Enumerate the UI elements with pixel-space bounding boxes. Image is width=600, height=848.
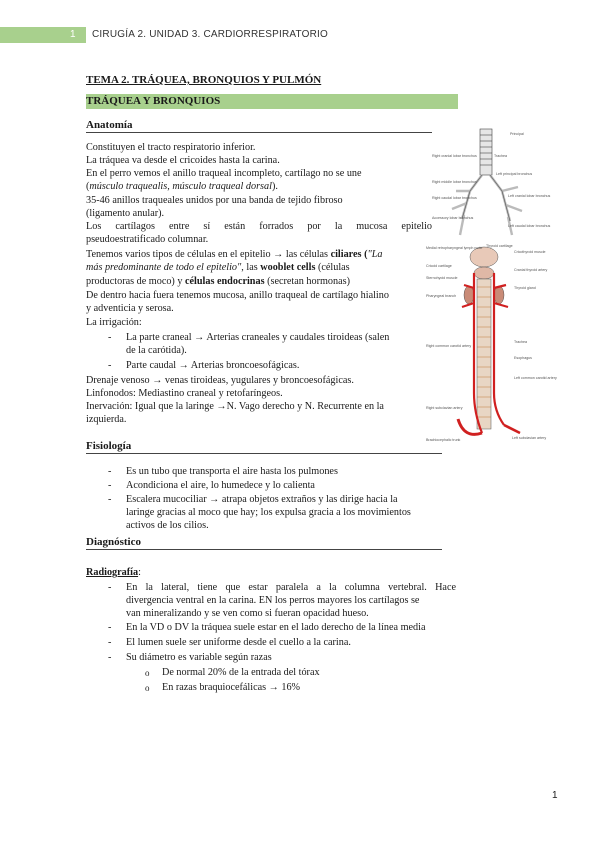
list-dash: - (108, 360, 112, 371)
diagnostico-subitem: En razas braquiocefálicas → 16% (162, 682, 301, 693)
anatomia-line: productoras de moco) y células endocrinas (secretan hormonas) (86, 276, 350, 287)
diagnostico-item: En la lateral, tiene que estar paralela a la columna vertebral. Hace (126, 582, 456, 593)
list-dash: - (108, 332, 112, 343)
diagnostico-rule (86, 549, 442, 550)
figure-label: Esophagus (514, 356, 532, 360)
anatomia-line: Constituyen el tracto respiratorio inferior. (86, 142, 256, 153)
bullet-icon: o (145, 683, 150, 693)
figure-label: Accessory lobar bronchus (432, 216, 474, 220)
diagnostico-item: Su diámetro es variable según razas (126, 652, 272, 663)
anatomia-rule (86, 132, 432, 133)
fisiologia-item: Acondiciona el aire, lo humedece y lo calienta (126, 480, 315, 491)
anatomia-line: La irrigación: (86, 317, 142, 328)
figure-label: Thyroid cartilage (486, 244, 513, 248)
anatomia-line: y adventicia y serosa. (86, 303, 174, 314)
figure-label: Left caudal lobar bronchus (508, 224, 551, 228)
list-dash: - (108, 622, 112, 633)
figure-label: Right subclavian artery (426, 406, 463, 410)
figure-label: Left principal bronchus (496, 172, 533, 176)
fisiologia-item: Es un tubo que transporta el aire hasta los pulmones (126, 466, 338, 477)
fisiologia-heading: Fisiología (86, 440, 132, 452)
anatomia-line: más predominante de todo el epitelio", las wooblet cells (células (86, 262, 350, 273)
bronchial-tree-figure (432, 127, 551, 243)
figure-label: Thyroid gland (514, 286, 536, 290)
anatomia-line: Tenemos varios tipos de células en el epitelio → las células ciliares ("La (86, 249, 383, 260)
anatomia-line: (ligamento anular). (86, 208, 165, 219)
irrigation-item: La parte craneal → Arterias craneales y caudales tiroideas (salen (126, 332, 390, 343)
list-dash: - (108, 494, 112, 505)
trachea-vessels-figure (424, 243, 557, 445)
radiografia-subheading: Radiografía: (86, 567, 141, 578)
figure-label: Sternohyoid muscle (426, 276, 458, 280)
anatomia-line: Linfonodos: Mediastino craneal y retofaríngeos. (86, 388, 283, 399)
figure-label: Right caudal lobar bronchus (432, 196, 477, 200)
fisiologia-item: Escalera mucociliar → atrapa objetos extraños y las dirige hacia la (126, 494, 398, 505)
anatomia-heading: Anatomía (86, 119, 133, 131)
diagnostico-item: divergencia ventral en la carina. EN los perros mayores los cartílagos se (126, 595, 420, 606)
anatomia-line: Drenaje venoso → venas tiroideas, yugulares y broncoesofágicas. (86, 375, 354, 386)
figure-label: Right common carotid artery (426, 344, 472, 348)
bullet-icon: o (145, 668, 150, 678)
irrigation-item: de la carótida). (126, 345, 187, 356)
figure-label: Trachea (514, 340, 528, 344)
section-banner (86, 94, 458, 109)
fisiologia-rule (86, 453, 442, 454)
figure-label: Right cranial lobar bronchus (432, 154, 477, 158)
figure-label: Pharyngeal branch (426, 294, 457, 298)
section-banner-text: TRÁQUEA Y BRONQUIOS (86, 95, 221, 107)
diagnostico-item: El lumen suele ser uniforme desde el cuello a la carina. (126, 637, 351, 648)
page-number: 1 (552, 790, 558, 801)
anatomia-line: La tráquea va desde el cricoides hasta la carina. (86, 155, 280, 166)
diagnostico-heading: Diagnóstico (86, 536, 141, 548)
figure-label: Cranial thyroid artery (514, 268, 548, 272)
anatomia-line: 35-46 anillos traqueales unidos por una banda de tejido fibroso (86, 195, 343, 206)
fisiologia-item: activos de los cilios. (126, 520, 209, 531)
fisiologia-item: laringe gracias al moco que hay; los expulsa gracia a los movimientos (126, 507, 411, 518)
header-page-number: 1 (70, 29, 76, 40)
figure-label: Medial retropharyngeal lymph node (426, 246, 483, 250)
diagnostico-subitem: De normal 20% de la entrada del tórax (162, 667, 320, 678)
diagnostico-item: van mineralizando y se ven como si fueran opacidad hueso. (126, 608, 369, 619)
figure-label: Left common carotid artery (514, 376, 557, 380)
list-dash: - (108, 637, 112, 648)
figure-label: Right middle lobar bronchus (432, 180, 477, 184)
list-dash: - (108, 480, 112, 491)
anatomia-line: Inervación: Igual que la laringe →N. Vago derecho y N. Recurrente en la (86, 401, 384, 412)
anatomia-line: De dentro hacia fuera tenemos mucosa, anillo traqueal de cartílago hialino (86, 290, 389, 301)
anatomia-line: (músculo traquealis, músculo traqueal dorsal). (86, 181, 278, 192)
anatomia-line: izquierda. (86, 414, 127, 425)
topic-title: TEMA 2. TRÁQUEA, BRONQUIOS Y PULMÓN (86, 74, 322, 86)
figure-label: Trachea (494, 154, 508, 158)
diagnostico-item: En la VD o DV la tráquea suele estar en el lado derecho de la línea media (126, 622, 426, 633)
header-title: CIRUGÍA 2. UNIDAD 3. CARDIORRESPIRATORIO (92, 29, 329, 40)
list-dash: - (108, 582, 112, 593)
figure-label: Principal (510, 132, 524, 136)
figure-label: Brachiocephalic trunk (426, 438, 461, 442)
anatomia-line: En el perro vemos el anillo traqueal incompleto, cartílago no se une (86, 168, 362, 179)
figure-label: Cricoid cartilage (426, 264, 452, 268)
figure-label: Left subclavian artery (512, 436, 547, 440)
list-dash: - (108, 652, 112, 663)
list-dash: - (108, 466, 112, 477)
anatomia-line: pseudoestratificado columnar. (86, 234, 209, 245)
anatomia-line: Los cartílagos entre sí están forrados por la mucosa epitelio (86, 221, 432, 232)
figure-label: Cricothyroid muscle (514, 250, 546, 254)
figure-label: Left cranial lobar bronchus (508, 194, 551, 198)
irrigation-item: Parte caudal → Arterias broncoesofágicas. (126, 360, 300, 371)
